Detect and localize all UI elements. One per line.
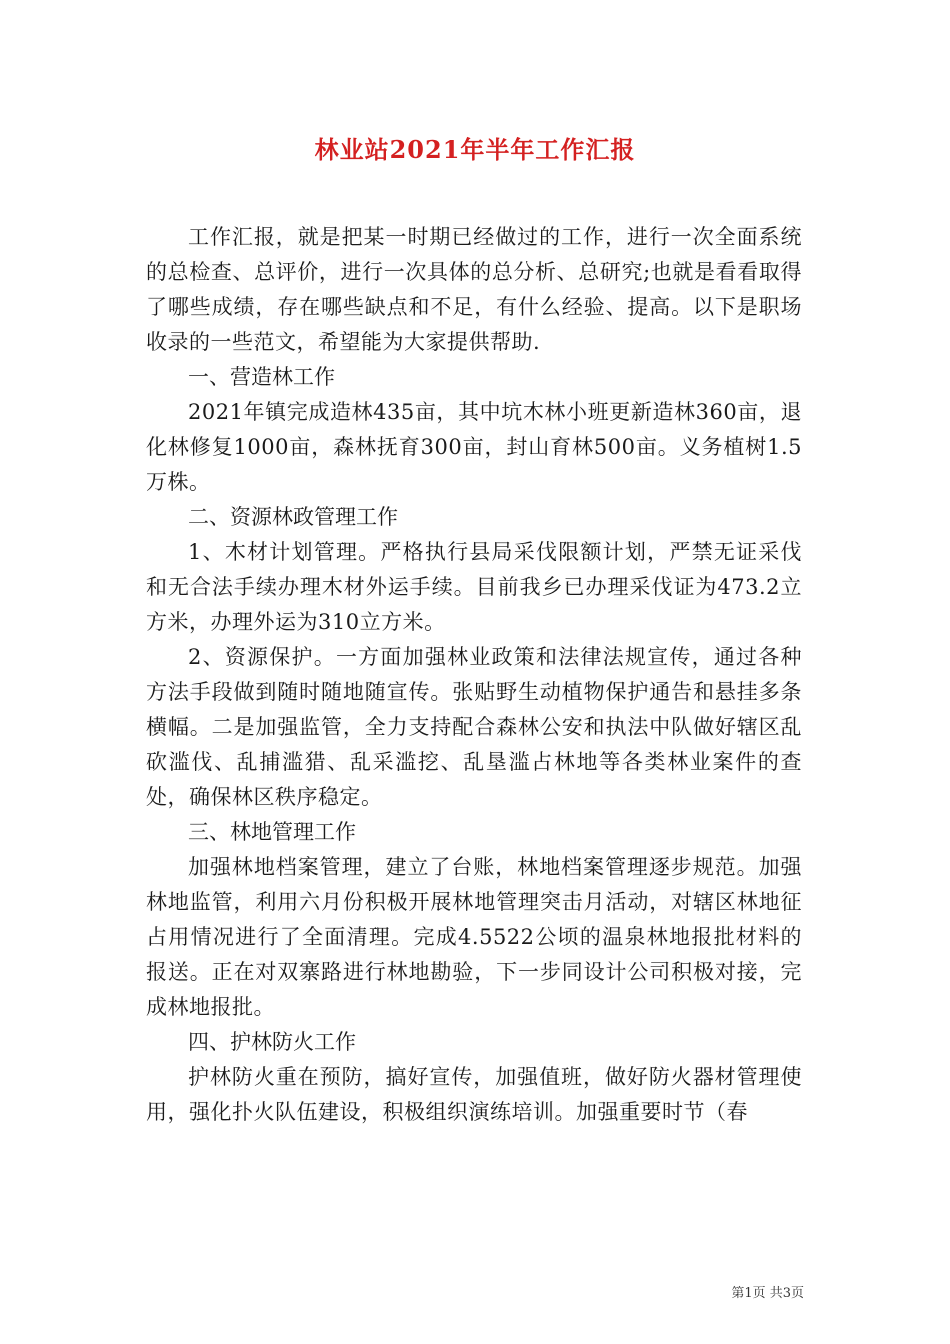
timber-plan-paragraph: 1、木材计划管理。严格执行县局采伐限额计划，严禁无证采伐和无合法手续办理木材外运手续。目前我乡已办理采伐证为473.2立方米，办理外运为310立方米。 xyxy=(146,540,802,634)
document-title: 林业站2021年半年工作汇报 xyxy=(314,135,636,164)
section-heading-fire-prevention: 四、护林防火工作 xyxy=(188,1030,356,1054)
forest-land-paragraph: 加强林地档案管理，建立了台账，林地档案管理逐步规范。加强林地监管，利用六月份积极开展林地管理突击月活动，对辖区林地征占用情况进行了全面清理。完成4.5522公顷的温泉林地报批材料的报送。正在对双寨路进行林地勘验，下一步同设计公司积极对接，完成林地报批。 xyxy=(146,855,802,1019)
resource-protection-paragraph: 2、资源保护。一方面加强林业政策和法律法规宣传，通过各种方法手段做到随时随地随宣传。张贴野生动植物保护通告和悬挂多条横幅。二是加强监管，全力支持配合森林公安和执法中队做好辖区乱砍滥伐、乱捕滥猎、乱采滥挖、乱垦滥占林地等各类林业案件的查处，确保林区秩序稳定。 xyxy=(146,645,802,809)
fire-prevention-paragraph: 护林防火重在预防，搞好宣传，加强值班，做好防火器材管理使用，强化扑火队伍建设，积极组织演练培训。加强重要时节（春 xyxy=(146,1065,802,1124)
section-heading-resource-management: 二、资源林政管理工作 xyxy=(188,505,398,529)
page-number-footer: 第1页 共3页 xyxy=(731,1286,804,1301)
document-body xyxy=(146,220,802,1130)
section-heading-afforestation: 一、营造林工作 xyxy=(188,365,335,389)
afforestation-paragraph: 2021年镇完成造林435亩，其中坑木林小班更新造林360亩，退化林修复1000亩，森林抚育300亩，封山育林500亩。义务植树1.5万株。 xyxy=(146,400,802,494)
intro-paragraph: 工作汇报，就是把某一时期已经做过的工作，进行一次全面系统的总检查、总评价，进行一次具体的总分析、总研究;也就是看看取得了哪些成绩，存在哪些缺点和不足，有什么经验、提高。以下是职场收录的一些范文，希望能为大家提供帮助. xyxy=(146,225,802,354)
section-heading-forest-land: 三、林地管理工作 xyxy=(188,820,356,844)
